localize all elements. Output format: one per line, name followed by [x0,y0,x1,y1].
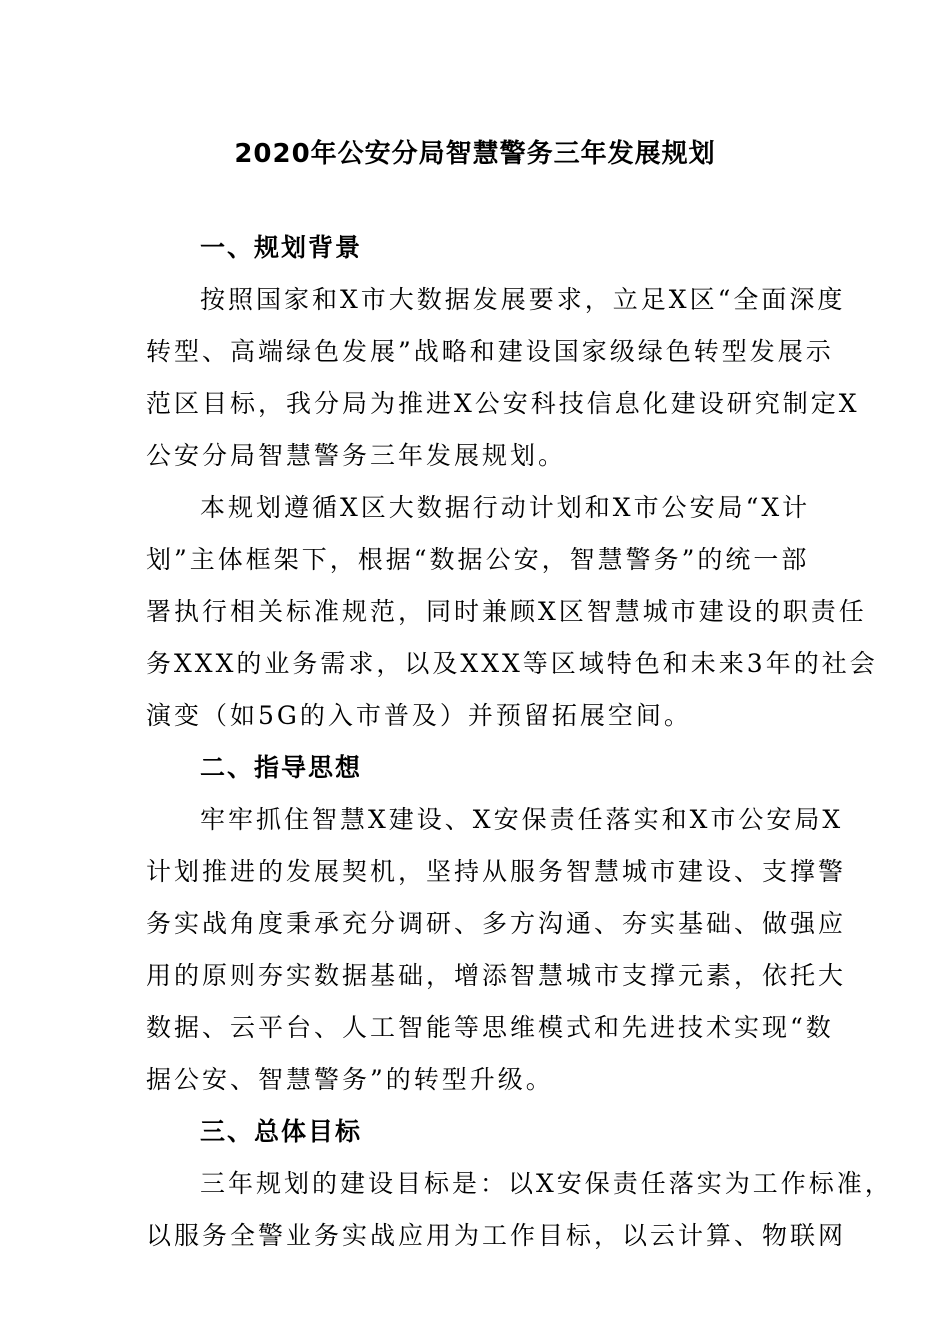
text-line: 公安分局智慧警务三年发展规划。 [146,441,567,470]
section-background [146,222,878,742]
text-line: 务实战角度秉承充分调研、多方沟通、夯实基础、做强应 [146,909,847,938]
section-heading: 二、指导思想 [200,753,363,782]
text-line: 据公安、智慧警务”的转型升级。 [146,1065,554,1094]
section-heading: 三、总体目标 [200,1117,363,1146]
paragraph [146,794,847,1106]
text-line: 务XXX的业务需求，以及XXX等区域特色和未来3年的社会 [146,649,878,678]
text-line: 署执行相关标准规范，同时兼顾X区智慧城市建设的职责任 [146,597,867,626]
document-title: 2020年公安分局智慧警务三年发展规划 [234,139,716,169]
text-line: 以服务全警业务实战应用为工作目标，以云计算、物联网 [146,1221,847,1250]
text-line: 计划推进的发展契机，坚持从服务智慧城市建设、支撑警 [146,857,847,886]
text-line: 范区目标，我分局为推进X公安科技信息化建设研究制定X [146,389,860,418]
text-line: 牢牢抓住智慧X建设、X安保责任落实和X市公安局X [200,805,844,834]
text-line: 三年规划的建设目标是：以X安保责任落实为工作标准， [200,1169,893,1198]
text-line: 数据、云平台、人工智能等思维模式和先进技术实现“数 [146,1013,834,1042]
section-heading: 一、规划背景 [200,233,363,262]
text-line: 用的原则夯实数据基础，增添智慧城市支撑元素，依托大 [146,961,847,990]
text-line: 划”主体框架下，根据“数据公安，智慧警务”的统一部 [146,545,810,574]
text-line: 演变（如5G的入市普及）并预留拓展空间。 [146,701,692,730]
document-body [146,222,893,1262]
text-line: 按照国家和X市大数据发展要求，立足X区“全面深度 [200,285,846,314]
section-guiding-thought [146,742,847,1106]
text-line: 转型、高端绿色发展”战略和建设国家级绿色转型发展示 [146,337,834,366]
paragraph [146,1158,893,1262]
paragraph [146,482,878,742]
section-overall-goal [146,1106,893,1262]
paragraph [146,274,860,482]
text-line: 本规划遵循X区大数据行动计划和X市公安局“X计 [200,493,811,522]
